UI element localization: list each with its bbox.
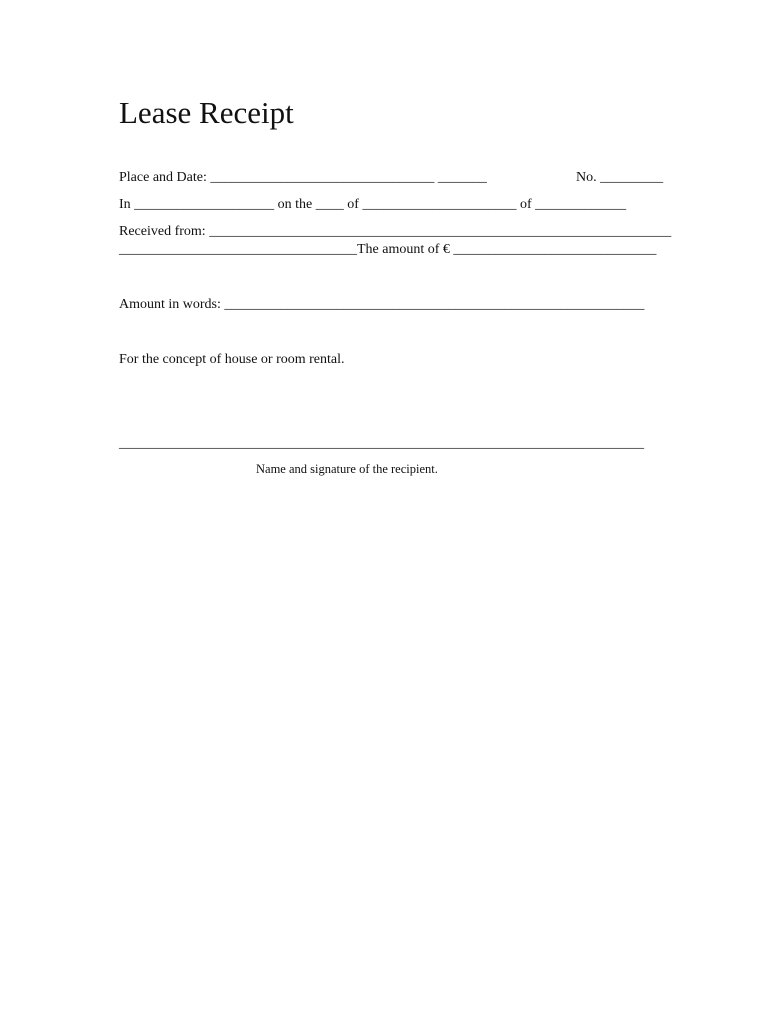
received-from-blank[interactable]: __________________________________________________________________ [209, 224, 672, 239]
year-blank[interactable]: _____________ [535, 197, 627, 212]
of-label-2: of [519, 197, 532, 212]
place-date-row [119, 169, 487, 187]
amount-in-words-row [119, 296, 644, 314]
amount-in-words-blank[interactable]: ____________________________________________________________ [224, 297, 645, 312]
payer-continuation-blank[interactable]: __________________________________ [119, 242, 357, 257]
amount-blank[interactable]: _____________________________ [453, 242, 657, 257]
place-date-label: Place and Date: [119, 170, 207, 185]
in-place-blank[interactable]: ____________________ [134, 197, 275, 212]
place-date-blank[interactable]: ________________________________ [210, 170, 435, 185]
amount-label: The amount of € [357, 242, 450, 257]
date-year-blank[interactable]: _______ [437, 170, 487, 185]
of-label-1: of [347, 197, 359, 212]
received-from-row [119, 223, 671, 241]
receipt-number-label: No. [576, 170, 597, 185]
signature-caption: Name and signature of the recipient. [256, 462, 438, 476]
receipt-number-field [576, 169, 663, 187]
in-label: In [119, 197, 131, 212]
receipt-number-blank[interactable]: _________ [600, 170, 664, 185]
in-row [119, 196, 626, 214]
signature-line[interactable]: ___________________________________________________________________________ [119, 436, 644, 451]
document-title: Lease Receipt [119, 95, 294, 130]
concept-text: For the concept of house or room rental. [119, 352, 345, 367]
amount-in-words-label: Amount in words: [119, 297, 221, 312]
received-from-label: Received from: [119, 224, 206, 239]
day-blank[interactable]: ____ [315, 197, 344, 212]
amount-row [119, 241, 656, 259]
month-blank[interactable]: ______________________ [362, 197, 517, 212]
on-the-label: on the [277, 197, 313, 212]
